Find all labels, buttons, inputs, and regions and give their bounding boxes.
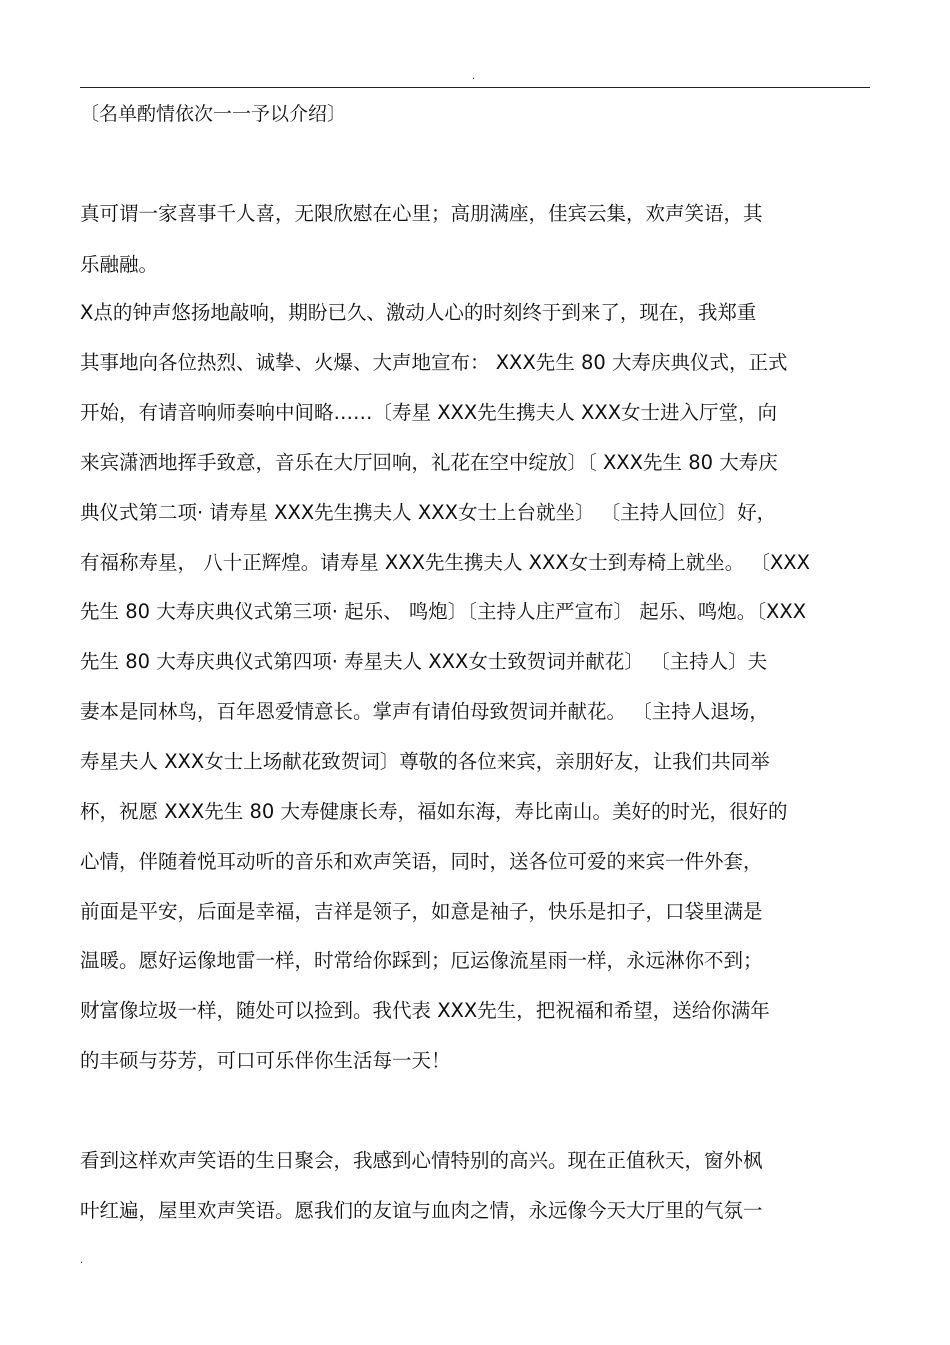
paragraph-line: 有福称寿星， 八十正辉煌。请寿星 XXX先生携夫人 XXX女士到寿椅上就坐。 〔XXX bbox=[80, 551, 811, 574]
header-dot: . bbox=[472, 71, 476, 82]
paragraph-line: 心情，伴随着悦耳动听的音乐和欢声笑语，同时，送各位可爱的来宾一件外套， bbox=[80, 850, 763, 873]
paragraph-line: 乐融融。 bbox=[80, 253, 159, 276]
paragraph-line: 真可谓一家喜事千人喜，无限欣慰在心里；高朋满座，佳宾云集，欢声笑语，其 bbox=[80, 202, 763, 225]
intro-note: 〔名单酌情依次一一予以介绍〕 bbox=[80, 103, 347, 125]
paragraph-line: 典仪式第二项· 请寿星 XXX先生携夫人 XXX女士上台就坐〕 〔主持人回位〕好， bbox=[80, 501, 777, 524]
paragraph-line: 叶红遍，屋里欢声笑语。愿我们的友谊与血肉之情，永远像今天大厅里的气氛一 bbox=[80, 1199, 763, 1222]
paragraph-line: 温暖。愿好运像地雷一样，时常给你踩到；厄运像流星雨一样，永远淋你不到； bbox=[80, 949, 763, 972]
paragraph-line: 看到这样欢声笑语的生日聚会，我感到心情特别的高兴。现在正值秋天，窗外枫 bbox=[80, 1149, 763, 1172]
header-rule bbox=[80, 87, 870, 88]
paragraph-line: 寿星夫人 XXX女士上场献花致贺词〕尊敬的各位来宾，亲朋好友，让我们共同举 bbox=[80, 750, 770, 773]
paragraph-line: 来宾潇洒地挥手致意，音乐在大厅回响，礼花在空中绽放〕〔 XXX先生 80 大寿庆 bbox=[80, 451, 778, 474]
paragraph-line: 前面是平安，后面是幸福，吉祥是领子，如意是袖子，快乐是扣子，口袋里满是 bbox=[80, 900, 763, 923]
paragraph-line: 其事地向各位热烈、诚挚、火爆、大声地宣布： XXX先生 80 大寿庆典仪式，正式 bbox=[80, 351, 788, 374]
paragraph-line: 妻本是同林鸟，百年恩爱情意长。掌声有请伯母致贺词并献花。 〔主持人退场， bbox=[80, 700, 769, 723]
paragraph-line: 的丰硕与芬芳，可口可乐伴你生活每一天！ bbox=[80, 1049, 451, 1072]
paragraph-line: 先生 80 大寿庆典仪式第四项· 寿星夫人 XXX女士致贺词并献花〕 〔主持人〕夫 bbox=[80, 650, 768, 673]
footer-dot: . bbox=[80, 1255, 84, 1266]
paragraph-line: X点的钟声悠扬地敲响，期盼已久、激动人心的时刻终于到来了，现在，我郑重 bbox=[80, 301, 757, 324]
paragraph-line: 杯，祝愿 XXX先生 80 大寿健康长寿，福如东海，寿比南山。美好的时光，很好的 bbox=[80, 800, 788, 823]
paragraph-line: 开始，有请音响师奏响中间略……〔寿星 XXX先生携夫人 XXX女士进入厅堂，向 bbox=[80, 401, 778, 424]
paragraph-line: 先生 80 大寿庆典仪式第三项· 起乐、 鸣炮〕〔主持人庄严宣布〕 起乐、鸣炮。〔XXX bbox=[80, 600, 807, 623]
paragraph-line: 财富像垃圾一样，随处可以捡到。我代表 XXX先生，把祝福和希望，送给你满年 bbox=[80, 999, 770, 1022]
